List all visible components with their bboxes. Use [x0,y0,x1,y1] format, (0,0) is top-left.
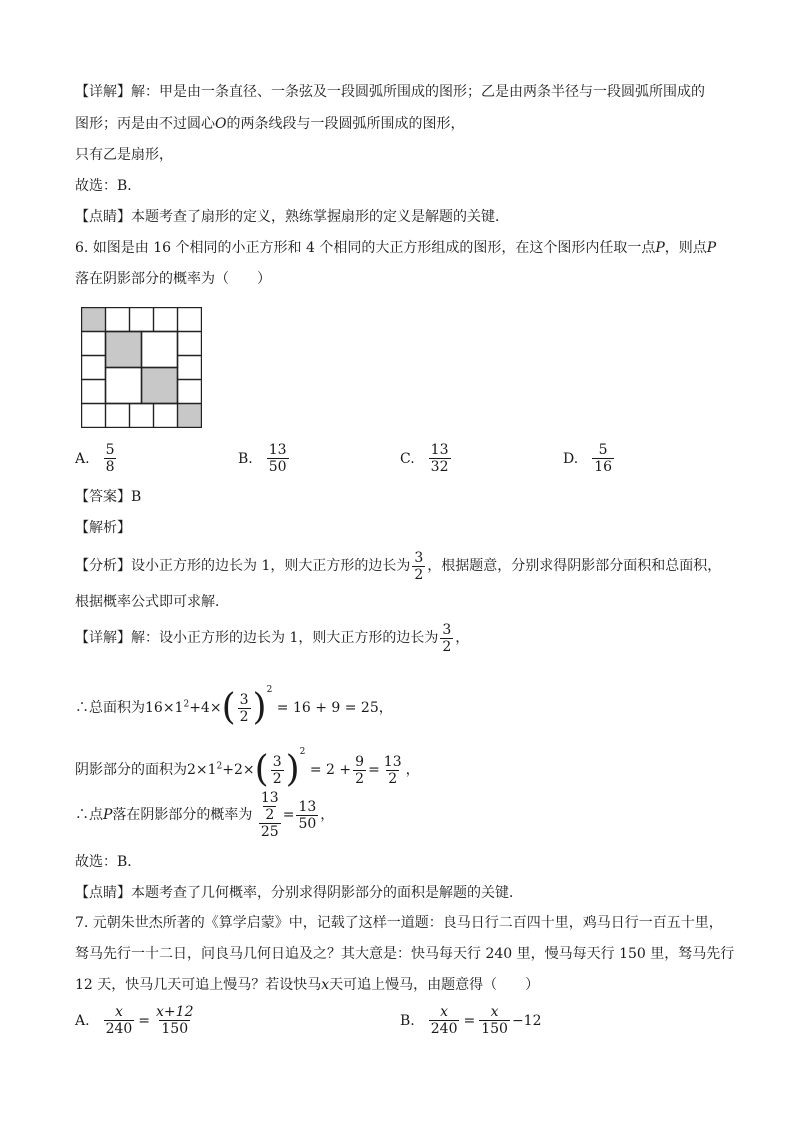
question-6-line-2: 落在阴影部分的概率为（ ） [75,271,271,287]
line-4: 故选：B． [75,178,142,194]
option-c[interactable] [400,442,453,475]
complex-fraction: 13 2 25 [260,790,279,840]
line-2 [75,114,464,134]
fraction: $\frac{9}{2}$ [355,753,365,787]
analysis-line-2: 根据概率公式即可求解． [75,594,229,610]
fraction: $\frac{13}{2}$ [383,753,402,787]
analysis-heading: 【解析】 [75,520,131,536]
fraction: $\frac{13}{50}$ [298,798,317,832]
fraction: $\frac{3}{2}$ [272,753,282,787]
shaded-large-square [106,332,142,368]
fraction: $\frac{13}{50}$ [268,442,287,475]
shaded-small-square [178,404,202,428]
option-label: A. [75,1012,90,1029]
line-1: 【详解】解：甲是由一条直径、一条弦及一段圆弧所围成的图形；乙是由两条半径与一段圆弧所围成的 [75,84,705,100]
square-grid-figure [81,307,202,428]
fraction: $\frac{3}{2}$ [239,691,249,725]
answer: 【答案】B [75,489,142,505]
fraction: $\frac{x}{240}$ [105,1004,133,1037]
variable: P [655,240,665,256]
shaded-large-square [142,368,178,404]
question-6-line-1 [75,238,716,258]
option-b[interactable]: B. $\frac{x}{240}$ = $\frac{x}{150}$ −12 [400,1004,542,1037]
shaded-small-square [82,308,106,332]
fraction: $\frac{3}{2}$ [414,549,424,583]
fraction: $\frac{13}{32}$ [430,442,449,475]
fraction: $\frac{x+12}{150}$ [156,1004,194,1037]
option-label: C. [400,450,415,467]
detail-line-1: 【详解】解：设小正方形的边长为 1，则大正方形的边长为 $\frac{3}{2}$ ， [75,621,470,655]
text: 6. 如图是由 16 个相同的小正方形和 4 个相同的大正方形组成的图形，在这个图形内任取一点 [75,240,656,256]
option-label: B. [400,1012,415,1029]
option-label: A. [75,450,90,467]
option-d[interactable] [563,442,616,475]
question-7-line-3: 12 天，快马几天可追上慢马？若设快马x天可追上慢马，由题意得（ ） [75,977,540,993]
line-3: 只有乙是扇形， [75,147,173,163]
question-7-line-1: 7. 元朝朱世杰所著的《算学启蒙》中，记载了这样一道题：良马日行二百四十里，鸡马日行一百五十里， [75,915,723,931]
shaded-area-equation: 阴影部分的面积为$2\times 1^2+2\times$( $\frac{3}{2}$ )$^2$ = 2 + $\frac{9}{2}$ = $\frac{13}{2}$ ， [75,747,420,790]
fraction: $\frac{5}{8}$ [105,442,115,475]
choose-line: 故选：B． [75,854,142,870]
remark-line: 【点睛】本题考查了几何概率，分别求得阴影部分的面积是解题的关键． [75,885,523,901]
option-a[interactable]: A. $\frac{x}{240}$ = $\frac{x+12}{150}$ [75,1004,194,1037]
probability-equation: ∴点P落在阴影部分的概率为 13 2 25 = $\frac{13}{50}$ ， [75,790,335,840]
fraction: $\frac{5}{16}$ [594,442,613,475]
fraction: $\frac{x}{240}$ [430,1004,458,1037]
question-7-line-2: 驽马先行一十二日，问良马几何日追及之？其大意是：快马每天行 240 里，慢马每天行 150 里，驽马先行 [75,946,735,962]
fraction: $\frac{x}{150}$ [481,1004,508,1037]
text: 的两条线段与一段圆弧所围成的图形， [226,116,465,132]
fraction: $\frac{3}{2}$ [442,621,452,655]
text: ，则点 [664,240,707,256]
variable: P [706,240,717,256]
option-label: B. [238,450,253,467]
option-label: D. [563,450,579,467]
analysis-line-1: 【分析】设小正方形的边长为 1，则大正方形的边长为 $\frac{3}{2}$ ，根据题意，分别求得阴影部分面积和总面积， [75,549,722,583]
option-b[interactable] [238,442,291,475]
option-a[interactable] [75,442,118,475]
line-5: 【点睛】本题考查了扇形的定义，熟练掌握扇形的定义是解题的关键． [75,209,509,225]
total-area-equation: ∴总面积为$16\times 1^2+4\times$( $\frac{3}{2}$ )$^2$ = 16 + 9 = 25， [75,685,393,728]
text: 图形；丙是由不过圆心 [75,116,215,132]
variable: O [215,116,227,132]
